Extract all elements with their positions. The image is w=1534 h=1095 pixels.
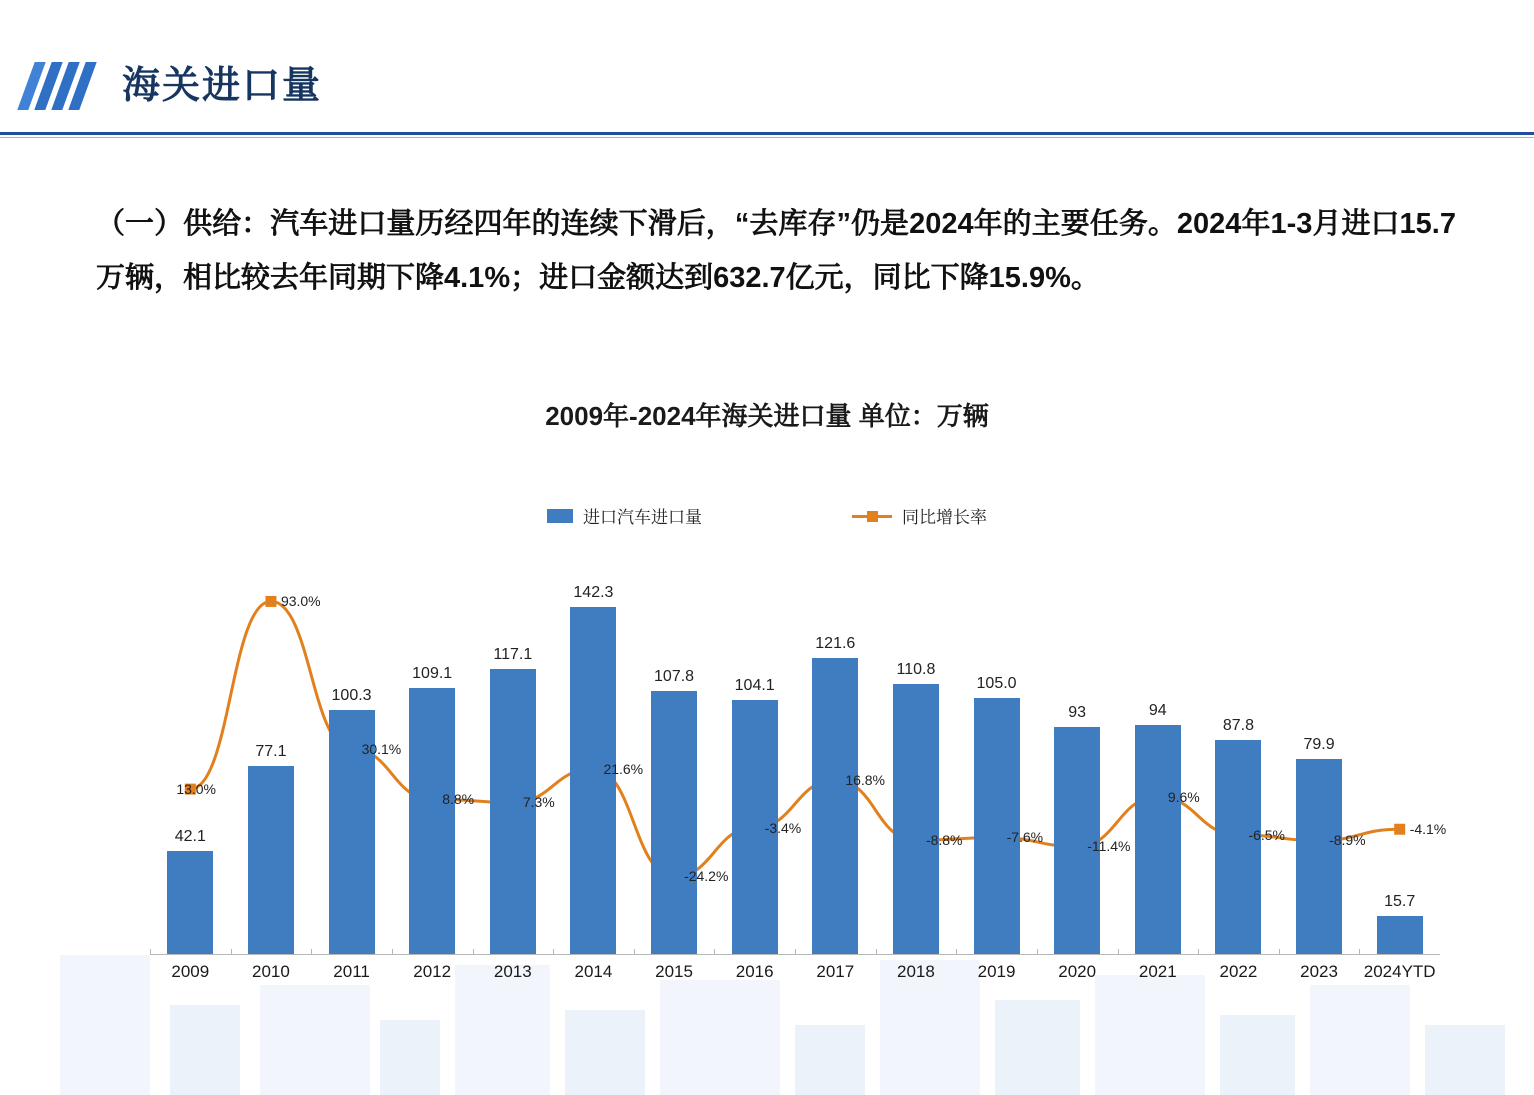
bar-value-label: 93 bbox=[1068, 704, 1087, 722]
x-axis-tick bbox=[1118, 949, 1119, 955]
bar-2021[interactable] bbox=[1135, 725, 1181, 954]
bar-2010[interactable] bbox=[248, 766, 294, 954]
x-axis-label-2014: 2014 bbox=[574, 962, 613, 981]
x-axis-tick bbox=[714, 949, 715, 955]
growth-rate-label: 8.8% bbox=[442, 790, 475, 807]
bar-value-label: 110.8 bbox=[896, 660, 936, 678]
growth-rate-label: -11.4% bbox=[1087, 838, 1131, 855]
x-axis-label-2019: 2019 bbox=[977, 962, 1016, 981]
x-axis-label-2015: 2015 bbox=[655, 962, 693, 981]
x-axis-label-2011: 2011 bbox=[333, 962, 370, 981]
bar-value-label: 104.1 bbox=[734, 677, 775, 695]
x-axis-tick bbox=[473, 949, 474, 955]
x-axis-tick bbox=[553, 949, 554, 955]
bar-2015[interactable] bbox=[651, 691, 697, 954]
x-axis-label-2024YTD: 2024YTD bbox=[1363, 962, 1436, 981]
legend-bar-swatch-icon bbox=[547, 509, 573, 523]
x-axis-tick bbox=[795, 949, 796, 955]
x-axis-tick bbox=[1037, 949, 1038, 955]
growth-rate-label: -8.8% bbox=[925, 832, 963, 849]
x-axis-tick bbox=[1198, 949, 1199, 955]
bar-2012[interactable] bbox=[409, 688, 455, 954]
bar-2014[interactable] bbox=[570, 607, 616, 954]
growth-rate-label: 93.0% bbox=[280, 593, 321, 610]
x-axis-label-2023: 2023 bbox=[1300, 962, 1338, 981]
x-axis-label-2010: 2010 bbox=[252, 962, 290, 981]
x-axis-tick bbox=[392, 949, 393, 955]
summary-paragraph: （一）供给：汽车进口量历经四年的连续下滑后，“去库存”仍是2024年的主要任务。2024年1-3月进口15.7万辆，相比较去年同期下降4.1%；进口金额达到632.7亿元，同比下降15.9%。 bbox=[96, 208, 1456, 294]
bar-value-label: 15.7 bbox=[1384, 892, 1416, 910]
legend-line-swatch-icon bbox=[852, 509, 892, 523]
growth-rate-label: 30.1% bbox=[361, 740, 402, 757]
page-header bbox=[0, 0, 1534, 140]
growth-rate-label: -4.1% bbox=[1409, 821, 1447, 838]
x-axis-label-2020: 2020 bbox=[1058, 962, 1097, 981]
legend-bar-label: 进口汽车进口量 bbox=[583, 508, 702, 527]
header-divider bbox=[0, 132, 1534, 135]
growth-rate-label: -24.2% bbox=[684, 868, 729, 885]
growth-rate-label: 21.6% bbox=[603, 760, 644, 777]
x-axis-tick bbox=[1359, 949, 1360, 955]
x-axis-tick bbox=[876, 949, 877, 955]
bar-value-label: 121.6 bbox=[815, 634, 856, 652]
x-axis-tick bbox=[956, 949, 957, 955]
legend-item-line[interactable] bbox=[852, 503, 987, 528]
chart-title: 2009年-2024年海关进口量 单位：万辆 bbox=[545, 401, 989, 431]
bar-value-label: 77.1 bbox=[255, 743, 287, 761]
x-axis-tick bbox=[1279, 949, 1280, 955]
bar-value-label: 94 bbox=[1148, 701, 1167, 719]
bar-value-label: 87.8 bbox=[1222, 716, 1254, 734]
bar-2013[interactable] bbox=[490, 669, 536, 954]
growth-rate-label: -6.5% bbox=[1248, 826, 1286, 843]
x-axis-label-2012: 2012 bbox=[413, 962, 452, 981]
bar-value-label: 105.0 bbox=[976, 675, 1017, 693]
bar-value-label: 142.3 bbox=[573, 584, 614, 602]
x-axis-label-2022: 2022 bbox=[1219, 962, 1258, 981]
bar-2022[interactable] bbox=[1215, 740, 1261, 954]
x-axis-tick bbox=[150, 949, 151, 955]
growth-rate-label: -3.4% bbox=[764, 819, 802, 836]
growth-rate-label: 9.6% bbox=[1167, 789, 1200, 806]
x-axis-label-2009: 2009 bbox=[171, 962, 210, 981]
bar-value-label: 107.8 bbox=[654, 668, 695, 686]
bar-2009[interactable] bbox=[167, 851, 213, 954]
bar-value-label: 109.1 bbox=[412, 665, 453, 683]
legend-item-bar[interactable] bbox=[547, 503, 702, 528]
growth-rate-label: 16.8% bbox=[845, 772, 886, 789]
bar-value-label: 42.1 bbox=[174, 828, 206, 846]
bar-value-label: 117.1 bbox=[493, 645, 533, 663]
bar-value-label: 79.9 bbox=[1303, 736, 1335, 754]
chart-plot-area bbox=[150, 530, 1447, 981]
import-volume-chart bbox=[110, 530, 1447, 1030]
x-axis-label-2018: 2018 bbox=[897, 962, 935, 981]
x-axis-tick bbox=[311, 949, 312, 955]
growth-rate-label: 13.0% bbox=[176, 781, 217, 798]
growth-rate-label: 7.3% bbox=[522, 794, 555, 811]
x-axis-label-2013: 2013 bbox=[493, 962, 532, 981]
x-axis-label-2016: 2016 bbox=[735, 962, 774, 981]
growth-rate-label: -8.9% bbox=[1329, 832, 1366, 849]
page-title: 海关进口量 bbox=[122, 65, 323, 107]
bar-2017[interactable] bbox=[812, 658, 858, 954]
legend-line-label: 同比增长率 bbox=[902, 508, 987, 527]
bar-2023[interactable] bbox=[1296, 759, 1342, 954]
x-axis-label-2021: 2021 bbox=[1138, 962, 1177, 981]
chart-legend bbox=[0, 503, 1534, 528]
growth-rate-label: -7.6% bbox=[1006, 829, 1044, 846]
header-divider-secondary bbox=[0, 137, 1534, 138]
bar-2018[interactable] bbox=[893, 684, 939, 954]
bar-value-label: 100.3 bbox=[331, 686, 372, 704]
bar-2024YTD[interactable] bbox=[1377, 916, 1423, 954]
x-axis-label-2017: 2017 bbox=[816, 962, 855, 981]
bar-2019[interactable] bbox=[974, 698, 1020, 954]
x-axis-tick bbox=[634, 949, 635, 955]
blue-stripes-logo-icon bbox=[24, 62, 94, 110]
x-axis-tick bbox=[231, 949, 232, 955]
